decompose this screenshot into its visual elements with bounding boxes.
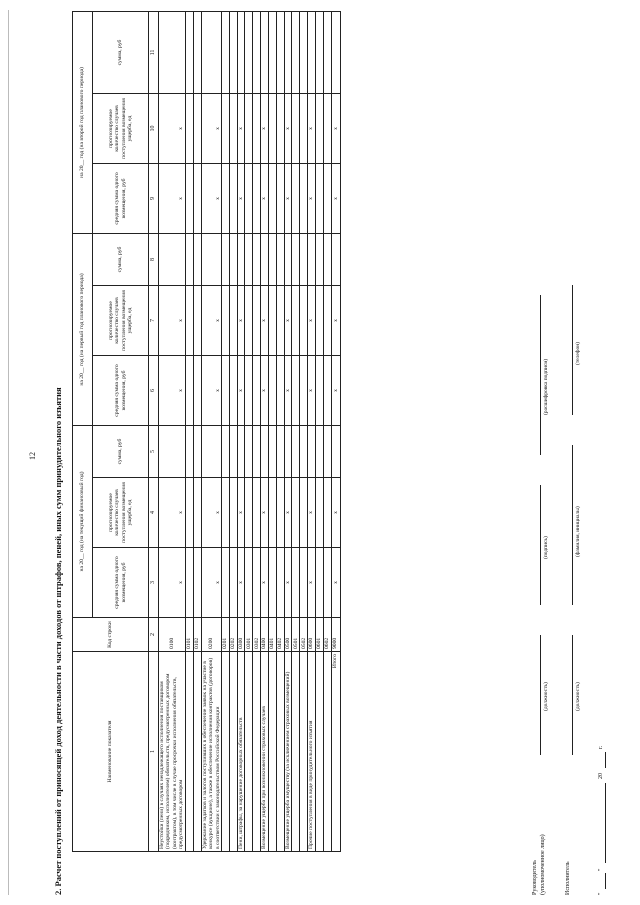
table-cell bbox=[193, 93, 201, 163]
table-row bbox=[323, 11, 331, 851]
table-cell bbox=[245, 548, 253, 618]
cell-not-applicable: x bbox=[308, 93, 315, 163]
table-cell bbox=[159, 426, 186, 478]
table-cell bbox=[268, 548, 276, 618]
table-cell bbox=[300, 356, 308, 426]
table-row bbox=[193, 11, 201, 851]
header-name: Наименование показателя bbox=[73, 652, 149, 852]
table-cell bbox=[229, 548, 237, 618]
table-cell bbox=[253, 286, 261, 356]
cell-not-applicable: x bbox=[308, 356, 315, 426]
row-code: 0302 bbox=[253, 618, 261, 652]
table-cell bbox=[253, 548, 261, 618]
table-cell bbox=[229, 286, 237, 356]
table-cell bbox=[276, 356, 284, 426]
cell-not-applicable: x bbox=[331, 93, 340, 163]
header-code: Код строки bbox=[73, 618, 149, 652]
table-row bbox=[276, 11, 284, 851]
table-cell bbox=[229, 356, 237, 426]
cell-not-applicable: x bbox=[261, 286, 268, 356]
table-cell bbox=[315, 163, 323, 233]
row-name bbox=[221, 652, 229, 852]
head-position-line bbox=[540, 635, 541, 755]
cell-not-applicable: x bbox=[159, 286, 186, 356]
table-cell bbox=[300, 163, 308, 233]
table-cell bbox=[261, 426, 268, 478]
table-cell bbox=[323, 233, 331, 285]
col-number: 5 bbox=[149, 426, 159, 478]
table-row bbox=[292, 11, 300, 851]
table-row bbox=[221, 11, 229, 851]
table-cell bbox=[268, 356, 276, 426]
table-cell bbox=[268, 426, 276, 478]
table-cell bbox=[185, 93, 193, 163]
page-number: 12 bbox=[28, 452, 37, 460]
col-number: 2 bbox=[149, 618, 159, 652]
table-cell bbox=[193, 426, 201, 478]
table-row bbox=[261, 11, 268, 851]
table-cell bbox=[201, 233, 221, 285]
table-cell bbox=[276, 426, 284, 478]
header-avg-1: средняя сумма одного возмещения, руб bbox=[93, 548, 149, 618]
table-cell bbox=[229, 163, 237, 233]
cell-not-applicable: x bbox=[201, 163, 221, 233]
table-cell bbox=[229, 478, 237, 548]
col-number: 4 bbox=[149, 478, 159, 548]
date-year-line bbox=[605, 752, 606, 768]
table-cell bbox=[276, 163, 284, 233]
table-cell bbox=[315, 478, 323, 548]
cell-not-applicable: x bbox=[159, 478, 186, 548]
table-cell bbox=[229, 426, 237, 478]
cell-not-applicable: x bbox=[308, 478, 315, 548]
row-name bbox=[253, 652, 261, 852]
table-cell bbox=[315, 11, 323, 93]
row-name bbox=[323, 652, 331, 852]
table-cell bbox=[323, 93, 331, 163]
date-open-quote: " bbox=[598, 892, 604, 895]
cell-not-applicable: x bbox=[331, 548, 340, 618]
cell-not-applicable: x bbox=[201, 356, 221, 426]
header-period-3: на 20__ год (на второй год планового периода) bbox=[73, 11, 93, 233]
cell-not-applicable: x bbox=[261, 356, 268, 426]
executor-position-caption: (должность) bbox=[575, 682, 581, 711]
cell-not-applicable: x bbox=[331, 286, 340, 356]
table-cell bbox=[308, 426, 315, 478]
table-cell bbox=[221, 548, 229, 618]
cell-not-applicable: x bbox=[237, 478, 244, 548]
table-cell bbox=[284, 233, 291, 285]
row-code: 0201 bbox=[221, 618, 229, 652]
col-number: 8 bbox=[149, 233, 159, 285]
cell-not-applicable: x bbox=[331, 163, 340, 233]
table-cell bbox=[221, 233, 229, 285]
table-body bbox=[159, 11, 341, 851]
table-cell bbox=[229, 11, 237, 93]
cell-not-applicable: x bbox=[284, 93, 291, 163]
row-name bbox=[193, 652, 201, 852]
table-cell bbox=[300, 286, 308, 356]
table-cell bbox=[292, 356, 300, 426]
cell-not-applicable: x bbox=[201, 478, 221, 548]
row-code: 0600 bbox=[308, 618, 315, 652]
table-cell bbox=[284, 426, 291, 478]
executor-position-line bbox=[572, 635, 573, 755]
col-number: 1 bbox=[149, 652, 159, 852]
row-name: Возмещение ущерба имуществу (за исключением страховых возмещений) bbox=[284, 652, 291, 852]
row-code: 0402 bbox=[276, 618, 284, 652]
header-count-1: прогнозируемое количество случаев поступления возмещения ущерба, ед bbox=[93, 478, 149, 548]
date-year-prefix: 20 bbox=[598, 773, 604, 779]
table-row bbox=[315, 11, 323, 851]
cell-not-applicable: x bbox=[237, 356, 244, 426]
header-period-2: на 20__ год (на первый год планового периода) bbox=[73, 233, 93, 425]
cell-not-applicable: x bbox=[308, 163, 315, 233]
table-cell bbox=[300, 93, 308, 163]
table-cell bbox=[193, 163, 201, 233]
row-name bbox=[268, 652, 276, 852]
row-name bbox=[185, 652, 193, 852]
table-row bbox=[300, 11, 308, 851]
table-cell bbox=[276, 548, 284, 618]
row-name bbox=[315, 652, 323, 852]
cell-not-applicable: x bbox=[284, 548, 291, 618]
table-cell bbox=[253, 93, 261, 163]
scan-edge-line bbox=[8, 10, 9, 895]
header-sum-2: сумма, руб bbox=[93, 233, 149, 285]
column-number-row bbox=[149, 11, 159, 851]
cell-not-applicable: x bbox=[237, 548, 244, 618]
table-cell bbox=[261, 11, 268, 93]
table-cell bbox=[268, 11, 276, 93]
table-cell bbox=[159, 233, 186, 285]
table-cell bbox=[315, 356, 323, 426]
executor-label: Исполнитель bbox=[565, 861, 571, 895]
table-cell bbox=[323, 11, 331, 93]
table-cell bbox=[292, 11, 300, 93]
table-cell bbox=[245, 286, 253, 356]
table-cell bbox=[308, 233, 315, 285]
row-code: 0401 bbox=[268, 618, 276, 652]
cell-not-applicable: x bbox=[201, 548, 221, 618]
table-cell bbox=[331, 426, 340, 478]
col-number: 3 bbox=[149, 548, 159, 618]
table-cell bbox=[268, 478, 276, 548]
row-name: Неустойки (пени) в случаях ненадлежащего исполнения поставщиком (подрядчиком, исполнителем) обязательств, предусмотренных договором (контрактом), в том числе в случае просрочки исполнения обязательств, предусмотренных договором bbox=[159, 652, 186, 852]
cell-not-applicable: x bbox=[159, 93, 186, 163]
table-cell bbox=[193, 233, 201, 285]
head-decoding-line bbox=[540, 295, 541, 455]
table-cell bbox=[315, 548, 323, 618]
table-row bbox=[253, 11, 261, 851]
row-name bbox=[292, 652, 300, 852]
table-cell bbox=[253, 426, 261, 478]
cell-not-applicable: x bbox=[284, 478, 291, 548]
table-row bbox=[245, 11, 253, 851]
table-cell bbox=[331, 233, 340, 285]
executor-phone-line bbox=[572, 285, 573, 415]
col-number: 10 bbox=[149, 93, 159, 163]
table-cell bbox=[268, 93, 276, 163]
date-year-suffix: г. bbox=[598, 745, 604, 749]
table-cell bbox=[221, 426, 229, 478]
executor-name-caption: (фамилия, инициалы) bbox=[575, 506, 581, 557]
head-decoding-caption: (расшифровка подписи) bbox=[543, 358, 549, 415]
table-cell bbox=[185, 11, 193, 93]
table-cell bbox=[185, 478, 193, 548]
cell-not-applicable: x bbox=[308, 548, 315, 618]
table-cell bbox=[193, 356, 201, 426]
table-cell bbox=[315, 426, 323, 478]
table-cell bbox=[193, 11, 201, 93]
table-cell bbox=[331, 11, 340, 93]
table-row bbox=[237, 11, 244, 851]
table-cell bbox=[300, 11, 308, 93]
table-cell bbox=[201, 426, 221, 478]
header-count-2: прогнозируемое количество случаев поступления возмещения ущерба, ед bbox=[93, 286, 149, 356]
row-code: 0602 bbox=[323, 618, 331, 652]
table-cell bbox=[245, 93, 253, 163]
table-cell bbox=[193, 478, 201, 548]
col-number: 9 bbox=[149, 163, 159, 233]
cell-not-applicable: x bbox=[159, 356, 186, 426]
table-cell bbox=[261, 233, 268, 285]
head-sub-label: (уполномоченное лицо) bbox=[540, 834, 546, 895]
table-cell bbox=[323, 163, 331, 233]
head-signature-caption: (подпись) bbox=[543, 536, 549, 559]
table-cell bbox=[300, 426, 308, 478]
cell-not-applicable: x bbox=[308, 286, 315, 356]
head-label: Руководитель bbox=[532, 860, 538, 895]
table-cell bbox=[315, 93, 323, 163]
table-cell bbox=[221, 356, 229, 426]
header-period-1: на 20__ год (на текущий финансовый год) bbox=[73, 426, 93, 618]
table-cell bbox=[323, 478, 331, 548]
table-cell bbox=[245, 478, 253, 548]
cell-not-applicable: x bbox=[159, 548, 186, 618]
table-cell bbox=[245, 233, 253, 285]
table-cell bbox=[268, 286, 276, 356]
row-name: Итого bbox=[331, 652, 340, 852]
row-code: 0500 bbox=[284, 618, 291, 652]
cell-not-applicable: x bbox=[201, 93, 221, 163]
date-close-quote: " bbox=[598, 868, 604, 871]
row-code: 0300 bbox=[237, 618, 244, 652]
table-cell bbox=[185, 286, 193, 356]
table-cell bbox=[308, 11, 315, 93]
table-cell bbox=[221, 286, 229, 356]
table-cell bbox=[253, 163, 261, 233]
table-cell bbox=[276, 286, 284, 356]
table-cell bbox=[253, 11, 261, 93]
table-cell bbox=[315, 233, 323, 285]
table-cell bbox=[253, 233, 261, 285]
col-number: 6 bbox=[149, 356, 159, 426]
table-cell bbox=[193, 286, 201, 356]
table-row bbox=[308, 11, 315, 851]
cell-not-applicable: x bbox=[261, 93, 268, 163]
table-row bbox=[229, 11, 237, 851]
cell-not-applicable: x bbox=[261, 163, 268, 233]
table-cell bbox=[185, 356, 193, 426]
executor-phone-caption: (телефон) bbox=[575, 341, 581, 365]
row-name: Удержание задатков и залогов поступивших в обеспечение заявок на участие в конкурсе (аукционе), а также в обеспечение исполнения контрактов (договоров) в соответствии с законодательством Российской Федерации bbox=[201, 652, 221, 852]
cell-not-applicable: x bbox=[261, 478, 268, 548]
row-code: 0100 bbox=[159, 618, 186, 652]
table-cell bbox=[253, 478, 261, 548]
table-cell bbox=[292, 93, 300, 163]
header-count-3: прогнозируемое количество случаев поступления возмещения ущерба, ед bbox=[93, 93, 149, 163]
row-name bbox=[300, 652, 308, 852]
table-cell bbox=[221, 478, 229, 548]
table-cell bbox=[237, 426, 244, 478]
table-cell bbox=[276, 11, 284, 93]
row-name bbox=[276, 652, 284, 852]
cell-not-applicable: x bbox=[284, 356, 291, 426]
row-name: Прочие поступления в виде принудительного изъятия bbox=[308, 652, 315, 852]
row-name: Пени, штрафы, за нарушение договорных обязательств bbox=[237, 652, 244, 852]
section-title: 2. Расчет поступлений от приносящей доход деятельности в части доходов от штрафов, пеней, иных сумм принудительного изъятия bbox=[53, 387, 63, 895]
table-cell bbox=[185, 548, 193, 618]
table-cell bbox=[300, 548, 308, 618]
table-cell bbox=[300, 233, 308, 285]
col-number: 7 bbox=[149, 286, 159, 356]
table-cell bbox=[292, 548, 300, 618]
table-cell bbox=[253, 356, 261, 426]
revenue-calculation-table bbox=[72, 11, 341, 852]
row-name: Возмещение ущерба при возникновении страховых случаев bbox=[261, 652, 268, 852]
table-cell bbox=[323, 426, 331, 478]
cell-not-applicable: x bbox=[237, 163, 244, 233]
table-row bbox=[201, 11, 221, 851]
table-cell bbox=[292, 163, 300, 233]
header-avg-2: средняя сумма одного возмещения, руб bbox=[93, 356, 149, 426]
table-row bbox=[185, 11, 193, 851]
cell-not-applicable: x bbox=[237, 286, 244, 356]
row-name bbox=[229, 652, 237, 852]
head-position-caption: (должность) bbox=[543, 682, 549, 711]
row-code: 9000 bbox=[331, 618, 340, 652]
row-code: 0202 bbox=[229, 618, 237, 652]
table-cell bbox=[245, 426, 253, 478]
table-cell bbox=[276, 93, 284, 163]
table-cell bbox=[185, 426, 193, 478]
head-signature-line bbox=[540, 485, 541, 605]
table-cell bbox=[245, 163, 253, 233]
table-row bbox=[159, 11, 186, 851]
table-cell bbox=[221, 11, 229, 93]
table-cell bbox=[276, 233, 284, 285]
table-cell bbox=[185, 163, 193, 233]
table-cell bbox=[323, 286, 331, 356]
table-cell bbox=[276, 478, 284, 548]
cell-not-applicable: x bbox=[331, 478, 340, 548]
row-code: 0501 bbox=[292, 618, 300, 652]
table-cell bbox=[237, 11, 244, 93]
row-code: 0102 bbox=[193, 618, 201, 652]
cell-not-applicable: x bbox=[201, 286, 221, 356]
cell-not-applicable: x bbox=[237, 93, 244, 163]
table-cell bbox=[237, 233, 244, 285]
table-row bbox=[331, 11, 340, 851]
table-cell bbox=[185, 233, 193, 285]
table-row bbox=[268, 11, 276, 851]
date-day-line bbox=[605, 873, 606, 889]
date-month-line bbox=[605, 783, 606, 863]
cell-not-applicable: x bbox=[284, 163, 291, 233]
table-cell bbox=[292, 233, 300, 285]
table-cell bbox=[284, 11, 291, 93]
header-avg-3: средняя сумма одного возмещения, руб bbox=[93, 163, 149, 233]
row-code: 0601 bbox=[315, 618, 323, 652]
table-cell bbox=[268, 233, 276, 285]
table-cell bbox=[245, 11, 253, 93]
table-cell bbox=[292, 478, 300, 548]
row-name bbox=[245, 652, 253, 852]
table-cell bbox=[193, 548, 201, 618]
table-cell bbox=[292, 286, 300, 356]
cell-not-applicable: x bbox=[284, 286, 291, 356]
table-cell bbox=[300, 478, 308, 548]
table-cell bbox=[229, 93, 237, 163]
row-code: 0301 bbox=[245, 618, 253, 652]
table-cell bbox=[221, 163, 229, 233]
table-cell bbox=[323, 356, 331, 426]
header-sum-3: сумма, руб bbox=[93, 11, 149, 93]
table-cell bbox=[323, 548, 331, 618]
executor-name-line bbox=[572, 445, 573, 605]
table-cell bbox=[292, 426, 300, 478]
table-cell bbox=[201, 11, 221, 93]
row-code: 0101 bbox=[185, 618, 193, 652]
table-cell bbox=[315, 286, 323, 356]
table-cell bbox=[245, 356, 253, 426]
table-cell bbox=[268, 163, 276, 233]
row-code: 0200 bbox=[201, 618, 221, 652]
cell-not-applicable: x bbox=[331, 356, 340, 426]
row-code: 0502 bbox=[300, 618, 308, 652]
cell-not-applicable: x bbox=[159, 163, 186, 233]
header-sum-1: сумма, руб bbox=[93, 426, 149, 478]
table-cell bbox=[229, 233, 237, 285]
table-row bbox=[284, 11, 291, 851]
col-number: 11 bbox=[149, 11, 159, 93]
row-code: 0400 bbox=[261, 618, 268, 652]
table-cell bbox=[221, 93, 229, 163]
cell-not-applicable: x bbox=[261, 548, 268, 618]
table-cell bbox=[159, 11, 186, 93]
